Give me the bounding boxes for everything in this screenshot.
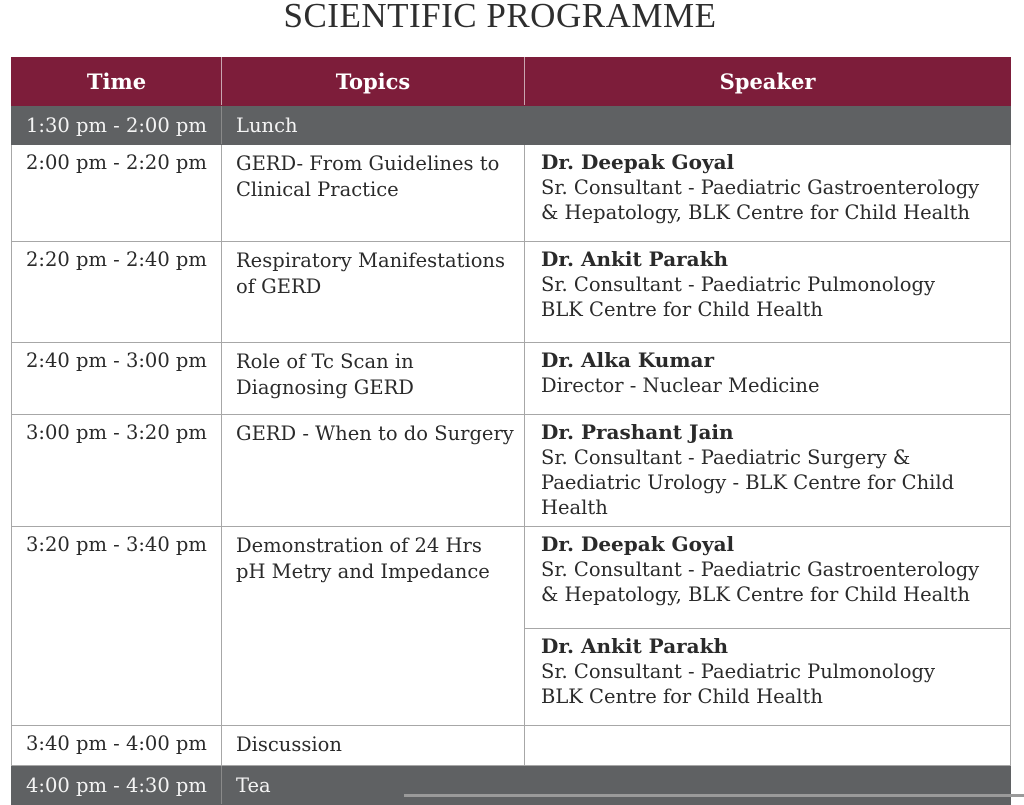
speaker-block xyxy=(525,628,1010,715)
topic-cell: Discussion xyxy=(222,726,525,766)
time-column-header: Time xyxy=(12,58,222,106)
time-cell: 3:20 pm - 3:40 pm xyxy=(12,527,222,726)
speaker-block xyxy=(525,527,1010,628)
time-cell: 3:00 pm - 3:20 pm xyxy=(12,415,222,527)
speaker-cell xyxy=(525,242,1011,343)
speaker-name: Dr. Prashant Jain xyxy=(541,420,734,444)
lunch-row xyxy=(12,106,1011,145)
table-row xyxy=(12,242,1011,343)
speaker-column-header: Speaker xyxy=(525,58,1011,106)
speaker-role: Sr. Consultant - Paediatric Gastroenterology & Hepatology, BLK Centre for Child Health xyxy=(541,176,980,224)
speaker-cell xyxy=(525,145,1011,242)
table-row xyxy=(12,343,1011,415)
speaker-role: Sr. Consultant - Paediatric Surgery & Paediatric Urology - BLK Centre for Child Health xyxy=(541,446,955,519)
bottom-divider xyxy=(404,794,1024,797)
table-row xyxy=(12,726,1011,766)
speaker-name: Dr. Alka Kumar xyxy=(541,348,715,372)
table-row xyxy=(12,415,1011,527)
speaker-role: Sr. Consultant - Paediatric Pulmonology BLK Centre for Child Health xyxy=(541,660,935,708)
speaker-name: Dr. Ankit Parakh xyxy=(541,247,729,271)
speaker-role: Sr. Consultant - Paediatric Gastroenterology & Hepatology, BLK Centre for Child Health xyxy=(541,558,980,606)
speaker-role: Director - Nuclear Medicine xyxy=(541,374,820,397)
topics-column-header: Topics xyxy=(222,58,525,106)
time-cell: 4:00 pm - 4:30 pm xyxy=(12,766,222,805)
speaker-name: Dr. Ankit Parakh xyxy=(541,634,729,658)
topic-cell: GERD - When to do Surgery xyxy=(222,415,525,527)
topic-cell: Lunch xyxy=(222,106,1011,145)
speaker-name: Dr. Deepak Goyal xyxy=(541,150,735,174)
tea-row xyxy=(12,766,1011,805)
table-row xyxy=(12,145,1011,242)
topic-cell: Respiratory Manifestations of GERD xyxy=(222,242,525,343)
page-title: SCIENTIFIC PROGRAMME xyxy=(283,0,717,35)
speaker-role: Sr. Consultant - Paediatric Pulmonology BLK Centre for Child Health xyxy=(541,273,935,321)
topic-cell: Demonstration of 24 Hrs pH Metry and Impedance xyxy=(222,527,525,726)
table-row xyxy=(12,527,1011,726)
speaker-cell xyxy=(525,527,1011,726)
topic-cell: GERD- From Guidelines to Clinical Practice xyxy=(222,145,525,242)
time-cell: 1:30 pm - 2:00 pm xyxy=(12,106,222,145)
programme-table xyxy=(11,57,1011,805)
time-cell: 3:40 pm - 4:00 pm xyxy=(12,726,222,766)
topic-cell: Tea xyxy=(222,766,1011,805)
time-cell: 2:40 pm - 3:00 pm xyxy=(12,343,222,415)
speaker-cell xyxy=(525,343,1011,415)
time-cell: 2:00 pm - 2:20 pm xyxy=(12,145,222,242)
table-header-row xyxy=(12,58,1011,106)
speaker-name: Dr. Deepak Goyal xyxy=(541,532,735,556)
speaker-cell xyxy=(525,415,1011,527)
topic-cell: Role of Tc Scan in Diagnosing GERD xyxy=(222,343,525,415)
time-cell: 2:20 pm - 2:40 pm xyxy=(12,242,222,343)
speaker-cell xyxy=(525,726,1011,766)
